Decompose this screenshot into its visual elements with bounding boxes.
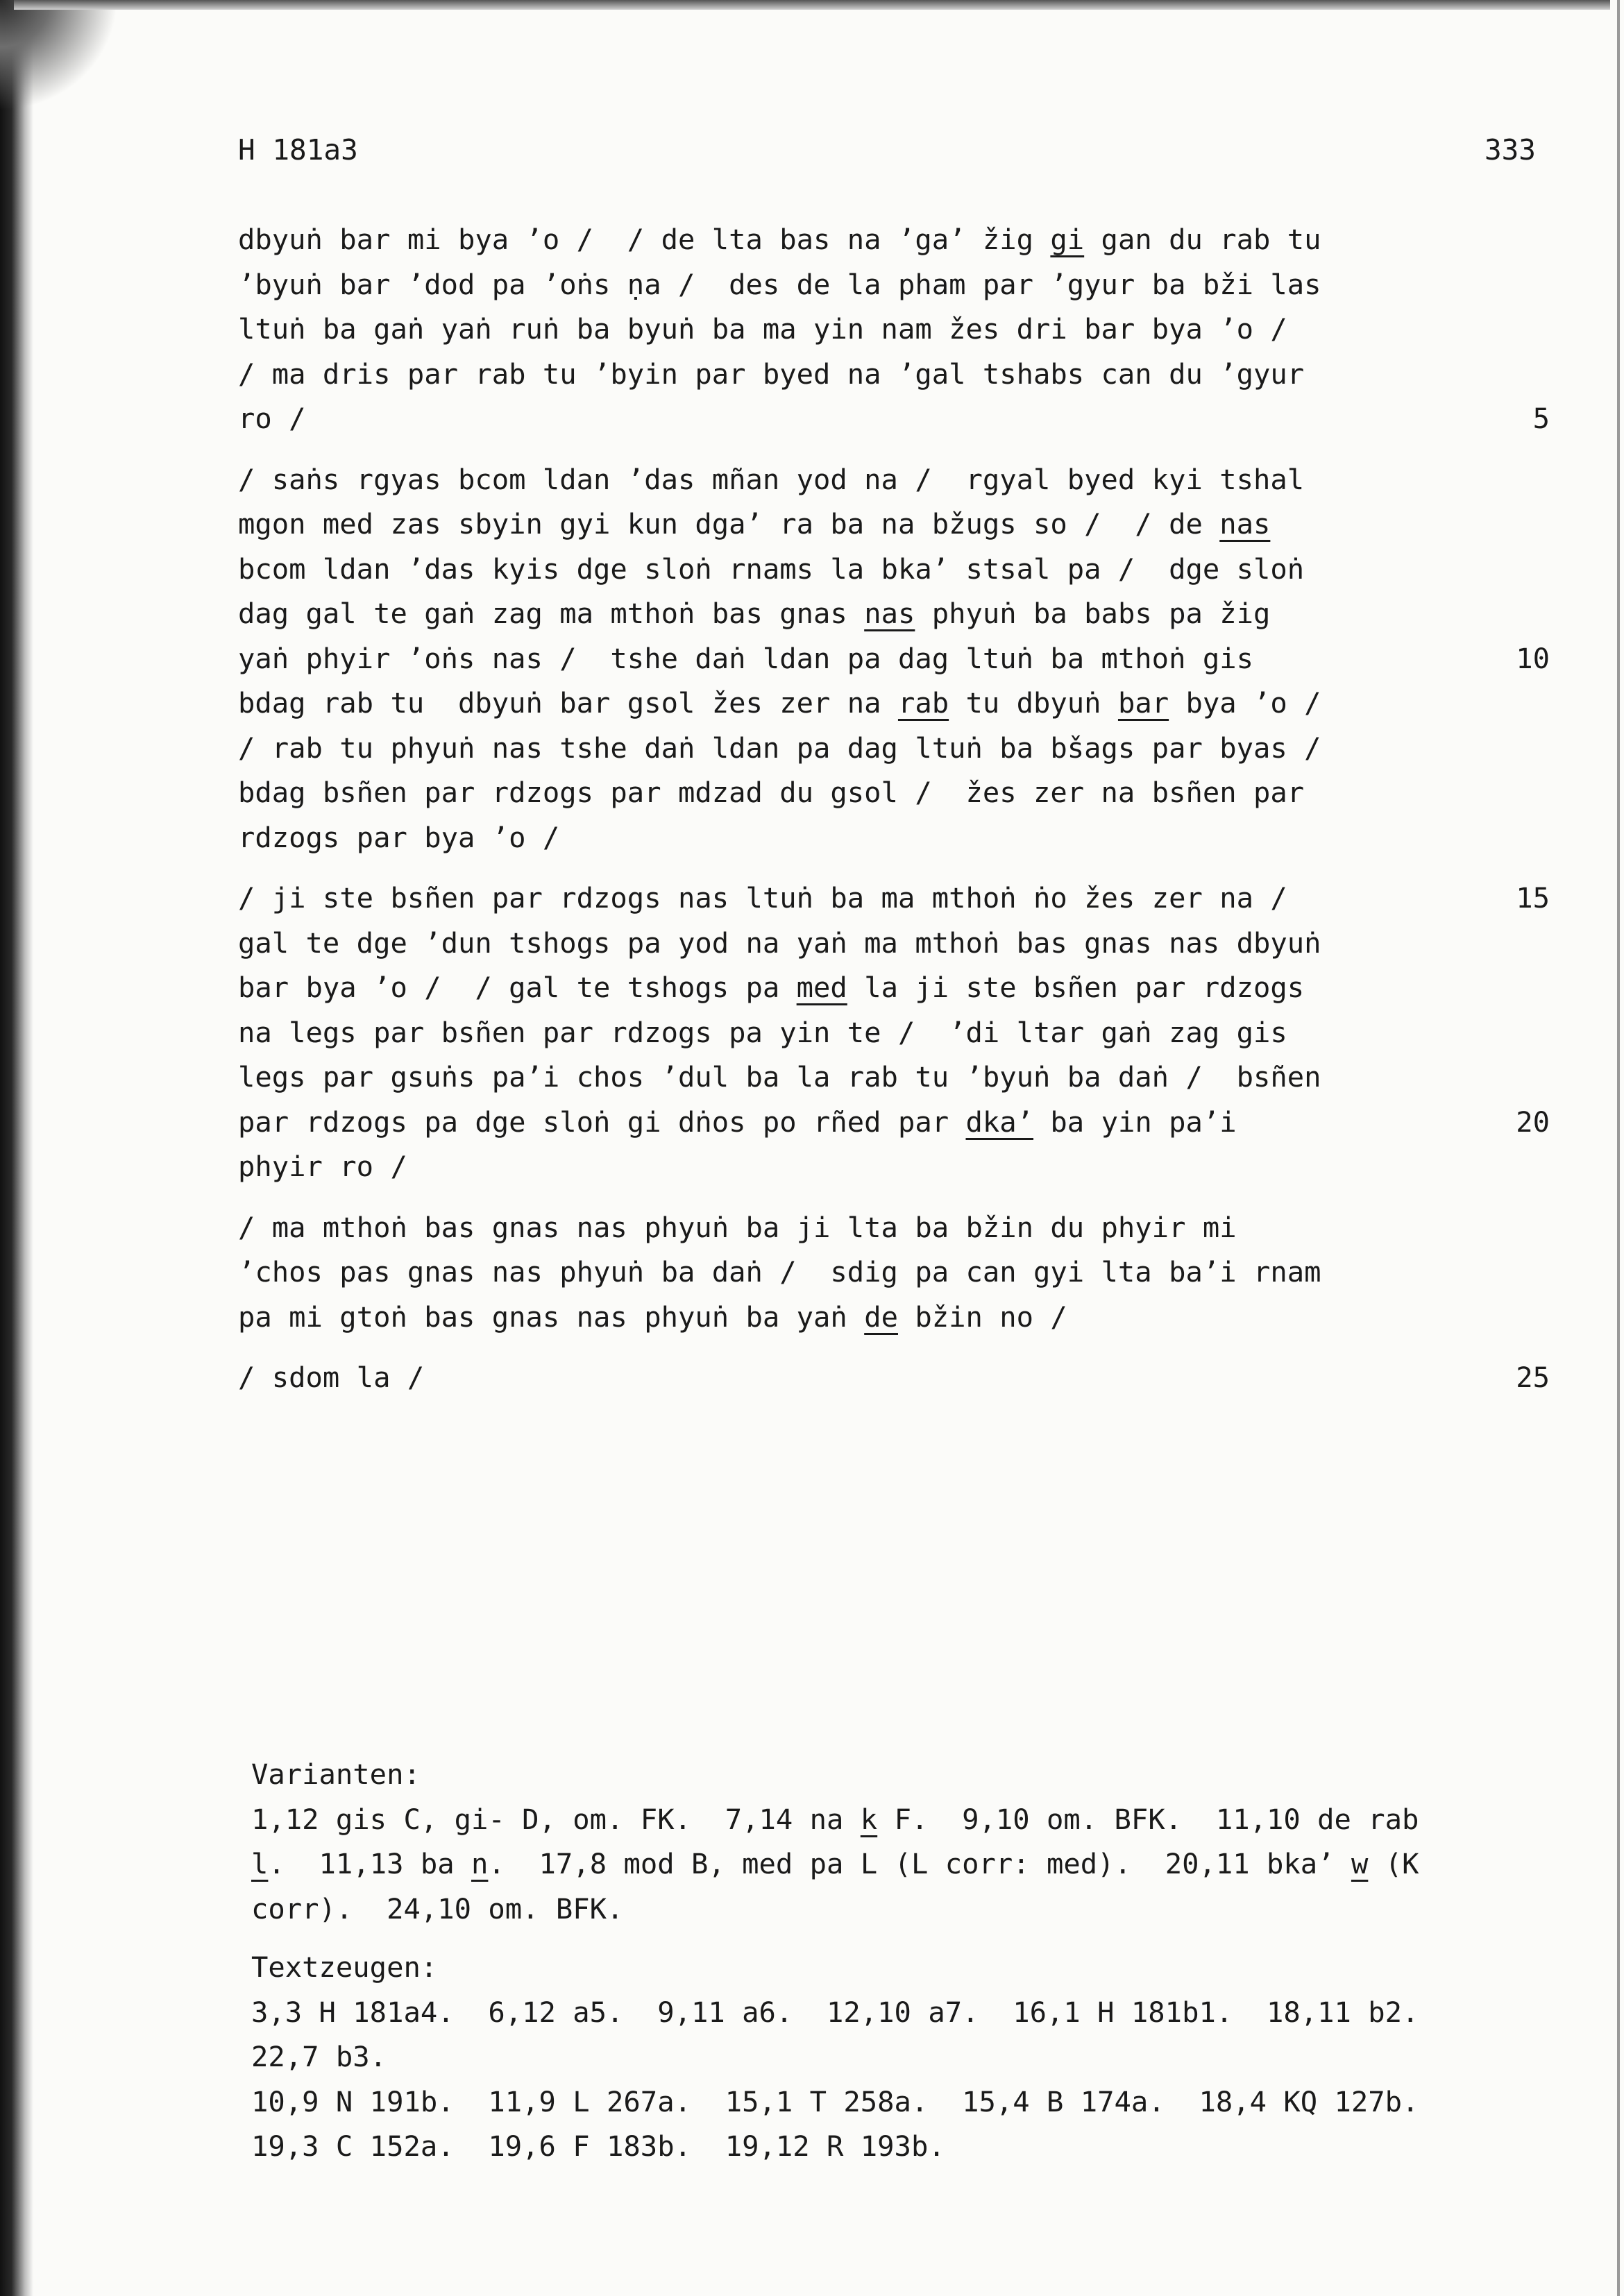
line-text: dbyuṅ bar mi bya ’o / / de lta bas na ’ga’ žig gi gan du rab tu xyxy=(238,223,1321,256)
text-line xyxy=(238,547,1550,592)
line-text: ro / xyxy=(238,402,306,435)
line-text: yaṅ phyir ’oṅs nas / tshe daṅ ldan pa dag ltuṅ ba mthoṅ gis xyxy=(238,641,1253,675)
text-line xyxy=(238,681,1550,726)
text-line xyxy=(238,1250,1550,1295)
textzeugen-line: 3,3 H 181a4. 6,12 a5. 9,11 a6. 12,10 a7. 16,1 H 181b1. 18,11 b2. xyxy=(251,1995,1419,2029)
text-line xyxy=(238,1205,1550,1250)
text-line xyxy=(238,1355,1550,1400)
line-text: ltuṅ ba gaṅ yaṅ ruṅ ba byuṅ ba ma yin nam žes dri bar bya ’o / xyxy=(238,312,1287,346)
line-number: 10 xyxy=(1516,641,1550,675)
text-line xyxy=(238,1010,1550,1055)
line-text: ’chos pas gnas nas phyuṅ ba daṅ / sdig pa can gyi lta ba’i rnam xyxy=(238,1255,1321,1289)
text-line xyxy=(238,457,1550,502)
line-text: bdag rab tu dbyuṅ bar gsol žes zer na rab tu dbyuṅ bar bya ’o / xyxy=(238,686,1321,720)
paragraph xyxy=(238,1355,1550,1400)
text-line xyxy=(238,965,1550,1010)
textzeugen-line: 19,3 C 152a. 19,6 F 183b. 19,12 R 193b. xyxy=(251,2129,945,2163)
main-text xyxy=(238,217,1550,1416)
line-text: rdzogs par bya ’o / xyxy=(238,820,560,854)
paragraph xyxy=(238,217,1550,441)
line-text: / ji ste bsñen par rdzogs nas ltuṅ ba ma mthoṅ ṅo žes zer na / xyxy=(238,881,1287,915)
line-text: bar bya ’o / / gal te tshogs pa med la ji ste bsñen par rdzogs xyxy=(238,971,1305,1004)
line-text: ’byuṅ bar ’dod pa ’oṅs ṇa / des de la pham par ’gyur ba bži las xyxy=(238,267,1321,301)
textzeugen-line: 10,9 N 191b. 11,9 L 267a. 15,1 T 258a. 15,4 B 174a. 18,4 KQ 127b. xyxy=(251,2084,1419,2118)
text-line xyxy=(238,352,1550,397)
page-number: 333 xyxy=(1484,133,1536,167)
textzeugen-heading: Textzeugen: xyxy=(251,1950,438,1984)
line-number: 15 xyxy=(1516,881,1550,915)
line-text: / sdom la / xyxy=(238,1361,425,1394)
text-line xyxy=(238,591,1550,636)
text-line xyxy=(238,262,1550,307)
text-line xyxy=(238,921,1550,966)
text-line xyxy=(238,815,1550,860)
line-number: 25 xyxy=(1516,1361,1550,1394)
apparatus xyxy=(251,1752,1535,2169)
line-text: / ma dris par rab tu ’byin par byed na ’gal tshabs can du ’gyur xyxy=(238,357,1305,391)
scan-shadow-corner xyxy=(0,0,118,111)
line-text: gal te dge ’dun tshogs pa yod na yaṅ ma mthoṅ bas gnas nas dbyuṅ xyxy=(238,926,1321,960)
text-line xyxy=(238,1295,1550,1340)
line-number: 5 xyxy=(1532,402,1550,435)
text-line xyxy=(238,217,1550,262)
line-text: bcom ldan ’das kyis dge sloṅ rnams la bka’ stsal pa / dge sloṅ xyxy=(238,552,1305,586)
scan-shadow-left xyxy=(0,0,33,2296)
text-line xyxy=(238,876,1550,921)
line-text: bdag bsñen par rdzogs par mdzad du gsol / žes zer na bsñen par xyxy=(238,776,1305,809)
text-line xyxy=(238,1144,1550,1189)
scan-edge-right xyxy=(1617,0,1620,2296)
line-text: / ma mthoṅ bas gnas nas phyuṅ ba ji lta ba bžin du phyir mi xyxy=(238,1210,1237,1244)
paragraph xyxy=(238,876,1550,1189)
line-text: na legs par bsñen par rdzogs pa yin te / ’di ltar gaṅ zag gis xyxy=(238,1015,1287,1049)
line-text: legs par gsuṅs pa’i chos ’dul ba la rab tu ’byuṅ ba daṅ / bsñen xyxy=(238,1060,1321,1094)
text-line xyxy=(238,1055,1550,1100)
varianten-list xyxy=(251,1797,1535,1932)
varianten-line: 1,12 gis C, gi- D, om. FK. 7,14 na k F. 9,10 om. BFK. 11,10 de rab xyxy=(251,1802,1419,1836)
line-number: 20 xyxy=(1516,1105,1550,1139)
text-line xyxy=(238,770,1550,815)
scan-shadow-top xyxy=(14,0,1610,10)
line-text: phyir ro / xyxy=(238,1150,407,1183)
line-text: / saṅs rgyas bcom ldan ’das mñan yod na / rgyal byed kyi tshal xyxy=(238,462,1305,496)
text-line xyxy=(238,502,1550,547)
varianten-line: corr). 24,10 om. BFK. xyxy=(251,1891,624,1925)
line-text: mgon med zas sbyin gyi kun dga’ ra ba na bžugs so / / de nas xyxy=(238,507,1271,541)
textzeugen-line: 22,7 b3. xyxy=(251,2040,387,2073)
folio-reference: H 181a3 xyxy=(238,133,358,167)
text-line xyxy=(238,1100,1550,1145)
textzeugen-list xyxy=(251,1990,1535,2169)
varianten-heading: Varianten: xyxy=(251,1758,421,1791)
text-line xyxy=(238,636,1550,681)
text-line xyxy=(238,726,1550,771)
line-text: dag gal te gaṅ zag ma mthoṅ bas gnas nas phyuṅ ba babs pa žig xyxy=(238,597,1271,630)
line-text: par rdzogs pa dge sloṅ gi dṅos po rñed par dka’ ba yin pa’i xyxy=(238,1105,1237,1139)
line-text: pa mi gtoṅ bas gnas nas phyuṅ ba yaṅ de bžin no / xyxy=(238,1300,1067,1334)
line-text: / rab tu phyuṅ nas tshe daṅ ldan pa dag ltuṅ ba bšags par byas / xyxy=(238,731,1321,765)
text-line xyxy=(238,396,1550,441)
paragraph xyxy=(238,1205,1550,1340)
text-line xyxy=(238,307,1550,352)
paragraph xyxy=(238,457,1550,860)
varianten-line: l. 11,13 ba n. 17,8 mod B, med pa L (L corr: med). 20,11 bka’ w (K xyxy=(251,1847,1419,1880)
